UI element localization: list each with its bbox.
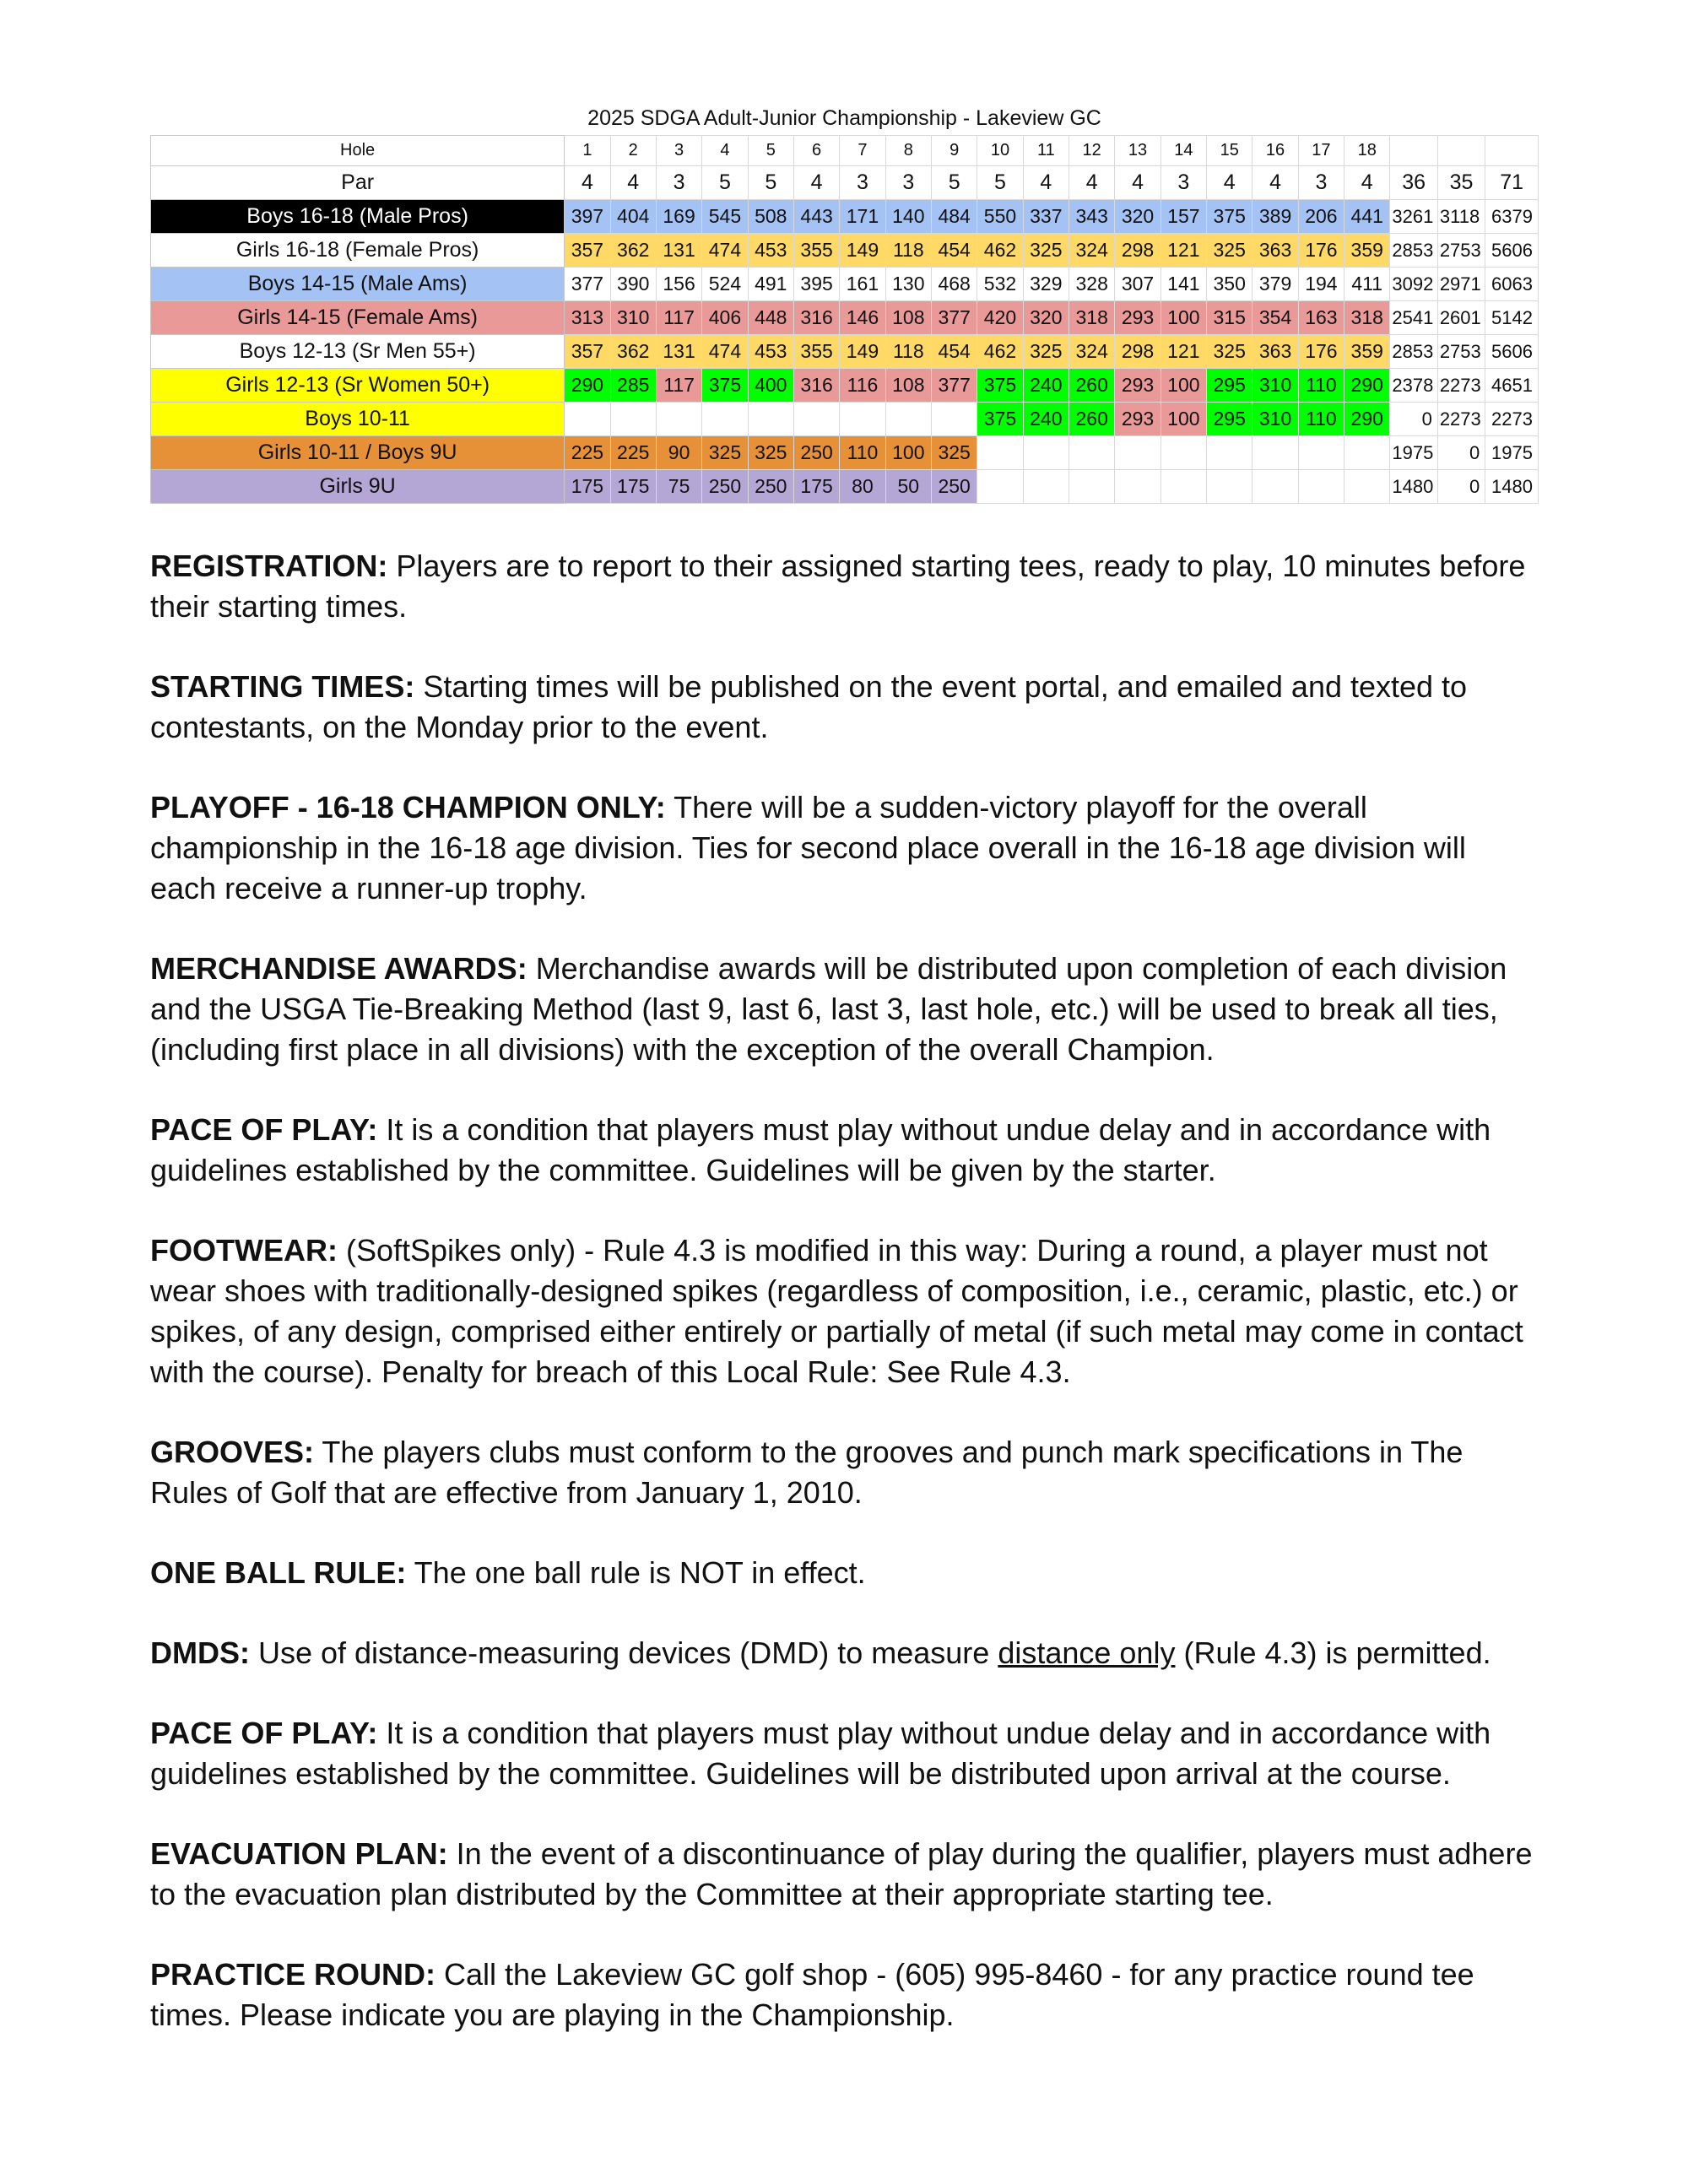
hole-number-cell: 6 (793, 136, 839, 166)
division-row (151, 268, 1539, 301)
yardage-cell: 131 (656, 234, 701, 268)
rule-text: Call the Lakeview GC golf shop - (605) 995-8460 - for any practice round tee times. Please indicate you are playing in the Championship. (150, 1957, 1474, 2032)
yardage-cell: 524 (702, 268, 748, 301)
yardage-cell: 161 (840, 268, 885, 301)
hole-header: Hole (151, 136, 565, 166)
yardage-total-cell: 2971 (1437, 268, 1485, 301)
rule-heading: REGISTRATION: (150, 549, 388, 583)
yardage-cell: 250 (748, 470, 793, 504)
yardage-cell: 325 (1207, 234, 1252, 268)
rule-text: Use of distance-measuring devices (DMD) to measure (249, 1635, 998, 1670)
yardage-cell (702, 403, 748, 436)
yardage-cell: 156 (656, 268, 701, 301)
yardage-cell: 354 (1252, 301, 1298, 335)
rule-paragraph (150, 787, 1539, 909)
yardage-cell: 80 (840, 470, 885, 504)
yardage-cell: 375 (1207, 200, 1252, 234)
yardage-cell: 325 (1023, 335, 1069, 369)
yardage-cell: 176 (1298, 234, 1344, 268)
rules-section (150, 546, 1539, 2035)
yardage-cell: 390 (610, 268, 656, 301)
yardage-cell: 379 (1252, 268, 1298, 301)
yardage-cell: 295 (1207, 403, 1252, 436)
par-cell: 4 (1207, 166, 1252, 200)
hole-number-cell: 15 (1207, 136, 1252, 166)
yardage-cell (1207, 470, 1252, 504)
yardage-cell: 377 (931, 369, 977, 403)
yardage-cell: 325 (748, 436, 793, 470)
rule-paragraph (150, 1954, 1539, 2035)
yardage-total-cell: 0 (1437, 436, 1485, 470)
yardage-cell: 448 (748, 301, 793, 335)
yardage-cell: 175 (565, 470, 610, 504)
yardage-total-cell: 2853 (1390, 335, 1437, 369)
hole-number-cell: 13 (1115, 136, 1160, 166)
yardage-total-cell: 5606 (1485, 335, 1539, 369)
yardage-cell: 194 (1298, 268, 1344, 301)
yardage-cell: 117 (656, 301, 701, 335)
yardage-cell: 320 (1115, 200, 1160, 234)
division-row (151, 335, 1539, 369)
yardage-cell: 163 (1298, 301, 1344, 335)
par-cell: 5 (977, 166, 1023, 200)
yardage-cell: 357 (565, 335, 610, 369)
yardage-cell: 121 (1160, 234, 1206, 268)
rule-text-after: (Rule 4.3) is permitted. (1175, 1635, 1491, 1670)
yardage-cell: 310 (1252, 403, 1298, 436)
yardage-cell: 395 (793, 268, 839, 301)
yardage-cell: 474 (702, 234, 748, 268)
rule-text: The players clubs must conform to the grooves and punch mark specifications in The Rules of Golf that are effective from January 1, 2010. (150, 1435, 1463, 1510)
rule-text: Players are to report to their assigned starting tees, ready to play, 10 minutes before their starting times. (150, 549, 1526, 624)
yardage-cell: 404 (610, 200, 656, 234)
yardage-cell: 375 (977, 369, 1023, 403)
yardage-cell: 110 (840, 436, 885, 470)
rule-heading: MERCHANDISE AWARDS: (150, 951, 528, 986)
yardage-total-cell: 0 (1390, 403, 1437, 436)
yardage-cell: 468 (931, 268, 977, 301)
yardage-cell: 140 (885, 200, 931, 234)
division-row (151, 369, 1539, 403)
hole-number-cell: 2 (610, 136, 656, 166)
yardage-cell: 532 (977, 268, 1023, 301)
par-cell: 4 (793, 166, 839, 200)
yardage-cell (977, 436, 1023, 470)
yardage-cell: 325 (1023, 234, 1069, 268)
document-page (150, 101, 1539, 2075)
yardage-cell: 400 (748, 369, 793, 403)
yardage-cell: 157 (1160, 200, 1206, 234)
par-header: Par (151, 166, 565, 200)
par-cell: 4 (610, 166, 656, 200)
par-cell: 4 (1115, 166, 1160, 200)
yardage-cell (1115, 436, 1160, 470)
empty-total-cell (1390, 136, 1437, 166)
division-row (151, 403, 1539, 436)
par-cell: 4 (1344, 166, 1390, 200)
yardage-cell: 100 (1160, 301, 1206, 335)
yardage-cell (1252, 470, 1298, 504)
rule-heading: STARTING TIMES: (150, 669, 415, 704)
yardage-cell: 357 (565, 234, 610, 268)
yardage-cell: 176 (1298, 335, 1344, 369)
yardage-total-cell: 2753 (1437, 234, 1485, 268)
yardage-cell: 545 (702, 200, 748, 234)
yardage-cell: 375 (977, 403, 1023, 436)
yardage-cell: 325 (1207, 335, 1252, 369)
yardage-total-cell: 3092 (1390, 268, 1437, 301)
par-cell: 5 (702, 166, 748, 200)
yardage-cell: 315 (1207, 301, 1252, 335)
yardage-cell: 118 (885, 335, 931, 369)
yardage-cell: 397 (565, 200, 610, 234)
yardage-cell: 50 (885, 470, 931, 504)
yardage-cell: 118 (885, 234, 931, 268)
rule-heading: PRACTICE ROUND: (150, 1957, 436, 1992)
hole-number-cell: 12 (1069, 136, 1115, 166)
yardage-cell: 260 (1069, 369, 1115, 403)
yardage-cell (931, 403, 977, 436)
rule-text: In the event of a discontinuance of play during the qualifier, players must adhere to the evacuation plan distributed by the Committee at their appropriate starting tee. (150, 1836, 1533, 1911)
yardage-cell: 285 (610, 369, 656, 403)
rule-paragraph (150, 667, 1539, 748)
yardage-cell: 108 (885, 301, 931, 335)
yardage-cell: 406 (702, 301, 748, 335)
division-label: Boys 14-15 (Male Ams) (151, 268, 565, 301)
yardage-cell: 293 (1115, 403, 1160, 436)
yardage-cell: 337 (1023, 200, 1069, 234)
hole-number-cell: 18 (1344, 136, 1390, 166)
yardage-cell: 75 (656, 470, 701, 504)
rule-heading: DMDS: (150, 1635, 250, 1670)
yardage-total-cell: 5142 (1485, 301, 1539, 335)
yardage-cell: 240 (1023, 369, 1069, 403)
par-cell: 5 (748, 166, 793, 200)
yardage-total-cell: 2601 (1437, 301, 1485, 335)
par-total-cell: 36 (1390, 166, 1437, 200)
rule-text: It is a condition that players must play without undue delay and in accordance with guidelines established by the committee. Guidelines will be distributed upon arrival at the course. (150, 1716, 1491, 1791)
yardage-cell: 108 (885, 369, 931, 403)
yardage-cell (1160, 436, 1206, 470)
rule-text: There will be a sudden-victory playoff for the overall championship in the 16-18 age division. Ties for second place overall in the 16-18 age division will each receive a runner-up trophy. (150, 790, 1466, 905)
par-total-cell: 71 (1485, 166, 1539, 200)
yardage-cell: 290 (1344, 369, 1390, 403)
yardage-cell: 130 (885, 268, 931, 301)
division-label: Girls 16-18 (Female Pros) (151, 234, 565, 268)
yardage-cell (1069, 436, 1115, 470)
yardage-cell (610, 403, 656, 436)
yardage-cell: 411 (1344, 268, 1390, 301)
yardage-cell: 325 (702, 436, 748, 470)
division-label: Girls 9U (151, 470, 565, 504)
rule-text: Merchandise awards will be distributed upon completion of each division and the USGA Tie-Breaking Method (last 9, last 6, last 3, last hole, etc.) will be used to break all ties, (including first place in all divisions) with the exception of the overall Champion. (150, 951, 1507, 1067)
yardage-cell (748, 403, 793, 436)
yardage-cell: 318 (1344, 301, 1390, 335)
yardage-cell: 298 (1115, 234, 1160, 268)
yardage-cell: 310 (610, 301, 656, 335)
yardage-cell: 149 (840, 335, 885, 369)
scorecard-table (150, 135, 1539, 504)
rule-paragraph (150, 1633, 1539, 1673)
yardage-total-cell: 1480 (1485, 470, 1539, 504)
yardage-cell (1069, 470, 1115, 504)
rule-paragraph (150, 1834, 1539, 1915)
division-row (151, 436, 1539, 470)
yardage-cell: 350 (1207, 268, 1252, 301)
rule-paragraph (150, 949, 1539, 1070)
yardage-cell (977, 470, 1023, 504)
yardage-total-cell: 2378 (1390, 369, 1437, 403)
yardage-cell: 320 (1023, 301, 1069, 335)
yardage-cell (793, 403, 839, 436)
par-cell: 3 (1160, 166, 1206, 200)
yardage-cell: 318 (1069, 301, 1115, 335)
rule-text: The one ball rule is NOT in effect. (406, 1555, 866, 1590)
hole-number-cell: 11 (1023, 136, 1069, 166)
yardage-total-cell: 2273 (1437, 369, 1485, 403)
yardage-cell: 355 (793, 234, 839, 268)
division-row (151, 234, 1539, 268)
yardage-cell: 307 (1115, 268, 1160, 301)
par-row (151, 166, 1539, 200)
rule-paragraph (150, 1553, 1539, 1593)
yardage-total-cell: 2541 (1390, 301, 1437, 335)
yardage-cell: 454 (931, 335, 977, 369)
yardage-cell: 295 (1207, 369, 1252, 403)
yardage-cell: 171 (840, 200, 885, 234)
yardage-total-cell: 5606 (1485, 234, 1539, 268)
rule-heading: ONE BALL RULE: (150, 1555, 407, 1590)
yardage-cell (1298, 436, 1344, 470)
yardage-cell (1023, 436, 1069, 470)
hole-number-cell: 14 (1160, 136, 1206, 166)
yardage-cell: 100 (885, 436, 931, 470)
hole-number-cell: 16 (1252, 136, 1298, 166)
yardage-cell: 484 (931, 200, 977, 234)
yardage-cell: 117 (656, 369, 701, 403)
yardage-cell: 240 (1023, 403, 1069, 436)
yardage-cell: 90 (656, 436, 701, 470)
yardage-cell: 175 (793, 470, 839, 504)
yardage-cell: 100 (1160, 369, 1206, 403)
division-row (151, 470, 1539, 504)
yardage-cell: 169 (656, 200, 701, 234)
yardage-total-cell: 1975 (1390, 436, 1437, 470)
yardage-cell: 377 (565, 268, 610, 301)
division-label: Girls 10-11 / Boys 9U (151, 436, 565, 470)
yardage-total-cell: 0 (1437, 470, 1485, 504)
yardage-cell: 324 (1069, 335, 1115, 369)
division-label: Boys 10-11 (151, 403, 565, 436)
yardage-cell: 462 (977, 234, 1023, 268)
yardage-cell: 359 (1344, 234, 1390, 268)
yardage-total-cell: 2273 (1485, 403, 1539, 436)
hole-number-cell: 7 (840, 136, 885, 166)
yardage-cell: 225 (565, 436, 610, 470)
yardage-cell: 141 (1160, 268, 1206, 301)
par-cell: 4 (565, 166, 610, 200)
yardage-cell: 298 (1115, 335, 1160, 369)
par-cell: 4 (1069, 166, 1115, 200)
yardage-cell: 454 (931, 234, 977, 268)
yardage-total-cell: 1975 (1485, 436, 1539, 470)
yardage-cell: 250 (793, 436, 839, 470)
yardage-cell: 420 (977, 301, 1023, 335)
yardage-cell (565, 403, 610, 436)
yardage-cell: 293 (1115, 369, 1160, 403)
yardage-cell: 453 (748, 234, 793, 268)
division-row (151, 301, 1539, 335)
yardage-cell: 313 (565, 301, 610, 335)
rule-text: It is a condition that players must play without undue delay and in accordance with guidelines established by the committee. Guidelines will be given by the starter. (150, 1112, 1491, 1187)
rule-paragraph (150, 546, 1539, 627)
yardage-cell: 206 (1298, 200, 1344, 234)
hole-number-cell: 3 (656, 136, 701, 166)
division-label: Girls 14-15 (Female Ams) (151, 301, 565, 335)
rule-paragraph (150, 1432, 1539, 1513)
yardage-cell: 491 (748, 268, 793, 301)
yardage-cell: 474 (702, 335, 748, 369)
rule-paragraph (150, 1110, 1539, 1191)
par-cell: 5 (931, 166, 977, 200)
empty-total-cell (1485, 136, 1539, 166)
par-cell: 4 (1023, 166, 1069, 200)
yardage-cell: 146 (840, 301, 885, 335)
par-total-cell: 35 (1437, 166, 1485, 200)
yardage-cell: 100 (1160, 403, 1206, 436)
hole-number-cell: 10 (977, 136, 1023, 166)
rule-underlined-text: distance only (998, 1635, 1176, 1670)
yardage-cell (656, 403, 701, 436)
yardage-cell: 508 (748, 200, 793, 234)
yardage-cell: 110 (1298, 403, 1344, 436)
yardage-cell: 343 (1069, 200, 1115, 234)
yardage-cell: 362 (610, 234, 656, 268)
yardage-cell (840, 403, 885, 436)
rule-heading: EVACUATION PLAN: (150, 1836, 448, 1871)
yardage-cell (1344, 470, 1390, 504)
yardage-cell: 375 (702, 369, 748, 403)
yardage-cell (1160, 470, 1206, 504)
yardage-cell: 316 (793, 301, 839, 335)
par-cell: 3 (885, 166, 931, 200)
yardage-cell: 363 (1252, 335, 1298, 369)
yardage-cell: 250 (931, 470, 977, 504)
yardage-total-cell: 4651 (1485, 369, 1539, 403)
division-label: Boys 16-18 (Male Pros) (151, 200, 565, 234)
yardage-total-cell: 2753 (1437, 335, 1485, 369)
yardage-cell: 324 (1069, 234, 1115, 268)
yardage-cell: 550 (977, 200, 1023, 234)
scorecard-title: 2025 SDGA Adult-Junior Championship - Lakeview GC (587, 106, 1101, 130)
yardage-cell: 290 (565, 369, 610, 403)
empty-total-cell (1437, 136, 1485, 166)
yardage-cell: 290 (1344, 403, 1390, 436)
yardage-cell: 462 (977, 335, 1023, 369)
yardage-total-cell: 2853 (1390, 234, 1437, 268)
yardage-cell: 355 (793, 335, 839, 369)
rule-paragraph (150, 1230, 1539, 1392)
yardage-cell: 260 (1069, 403, 1115, 436)
rule-heading: PACE OF PLAY: (150, 1716, 378, 1750)
par-cell: 3 (840, 166, 885, 200)
yardage-cell: 359 (1344, 335, 1390, 369)
yardage-cell (1115, 470, 1160, 504)
yardage-cell: 310 (1252, 369, 1298, 403)
yardage-cell: 441 (1344, 200, 1390, 234)
yardage-total-cell: 1480 (1390, 470, 1437, 504)
yardage-cell: 316 (793, 369, 839, 403)
yardage-cell (1298, 470, 1344, 504)
yardage-cell: 131 (656, 335, 701, 369)
division-label: Boys 12-13 (Sr Men 55+) (151, 335, 565, 369)
yardage-cell: 250 (702, 470, 748, 504)
yardage-cell: 175 (610, 470, 656, 504)
division-label: Girls 12-13 (Sr Women 50+) (151, 369, 565, 403)
yardage-cell: 443 (793, 200, 839, 234)
yardage-cell: 110 (1298, 369, 1344, 403)
rule-text: Starting times will be published on the event portal, and emailed and texted to contestants, on the Monday prior to the event. (150, 669, 1468, 744)
yardage-cell: 453 (748, 335, 793, 369)
yardage-cell: 121 (1160, 335, 1206, 369)
rule-heading: PACE OF PLAY: (150, 1112, 378, 1147)
yardage-cell: 362 (610, 335, 656, 369)
yardage-cell: 389 (1252, 200, 1298, 234)
yardage-total-cell: 2273 (1437, 403, 1485, 436)
yardage-cell: 225 (610, 436, 656, 470)
hole-number-cell: 4 (702, 136, 748, 166)
hole-number-cell: 1 (565, 136, 610, 166)
hole-number-cell: 5 (748, 136, 793, 166)
par-cell: 3 (656, 166, 701, 200)
hole-number-row (151, 136, 1539, 166)
division-row (151, 200, 1539, 234)
yardage-total-cell: 3261 (1390, 200, 1437, 234)
rule-heading: GROOVES: (150, 1435, 315, 1469)
yardage-cell: 377 (931, 301, 977, 335)
yardage-cell: 149 (840, 234, 885, 268)
rule-text: (SoftSpikes only) - Rule 4.3 is modified in this way: During a round, a player must not wear shoes with traditionally-designed spikes (regardless of composition, i.e., ceramic, plastic, etc.) or spikes, of any design, comprised either entirely or partially of metal (if such metal may come in contact with the course). Penalty for breach of this Local Rule: See Rule 4.3. (150, 1233, 1523, 1389)
yardage-cell: 116 (840, 369, 885, 403)
rule-heading: FOOTWEAR: (150, 1233, 338, 1268)
hole-number-cell: 9 (931, 136, 977, 166)
hole-number-cell: 17 (1298, 136, 1344, 166)
yardage-cell (1207, 436, 1252, 470)
yardage-cell: 329 (1023, 268, 1069, 301)
yardage-cell: 363 (1252, 234, 1298, 268)
yardage-cell (885, 403, 931, 436)
yardage-cell (1252, 436, 1298, 470)
hole-number-cell: 8 (885, 136, 931, 166)
yardage-cell: 328 (1069, 268, 1115, 301)
yardage-total-cell: 6379 (1485, 200, 1539, 234)
rule-paragraph (150, 1713, 1539, 1794)
yardage-cell (1023, 470, 1069, 504)
par-cell: 3 (1298, 166, 1344, 200)
yardage-total-cell: 6063 (1485, 268, 1539, 301)
yardage-cell: 325 (931, 436, 977, 470)
par-cell: 4 (1252, 166, 1298, 200)
yardage-total-cell: 3118 (1437, 200, 1485, 234)
yardage-cell (1344, 436, 1390, 470)
rule-heading: PLAYOFF - 16-18 CHAMPION ONLY: (150, 790, 666, 824)
yardage-cell: 293 (1115, 301, 1160, 335)
